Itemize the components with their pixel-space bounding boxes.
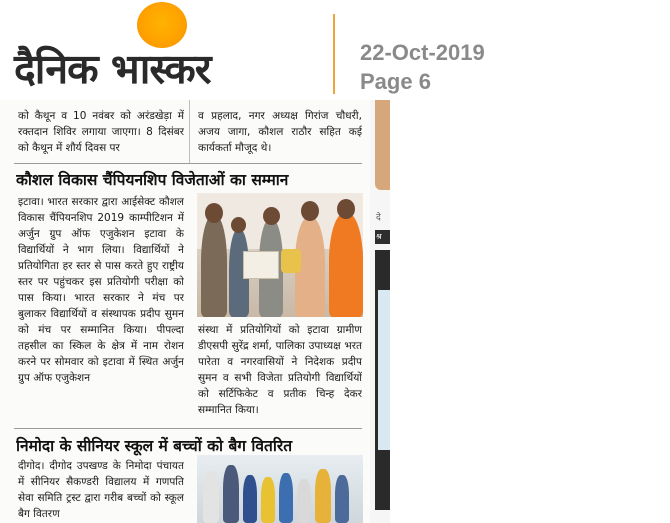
section-divider [14,428,362,429]
top-left-text: को कैथून व 10 नवंबर को अरंडखेड़ा में रक्तदान शिविर लगाया जाएगा। 8 दिसंबर को कैथून में शौर्य दिवस पर [18,110,184,154]
article1-left-text: इटावा। भारत सरकार द्वारा आईसेक्ट कौशल विकास चैंपियनशिप 2019 काम्पीटिशन में अर्जुन ग्रुप ऑफ एजुकेशन इटावा के विद्यार्थियों ने भाग लिया। विद्यार्थियों ने प्रतियोगिता हर स्तर से पास करते हुए राष्ट्रीय स्तर पर पहुंचकर इस प्रतियोगी परीक्षा को पास किया। भारत सरकार ने मंच पर बुलाकर विद्यार्थियों व संस्थापक प्रदीप सुमन को मंच पर सम्मानित किया। पीपल्दा तहसील का स्किल के क्षेत्र में नाम रोशन करने पर सोमवार को इटावा में स्थित अर्जुन ग्रुप ऑफ एजुकेशन [18,196,184,384]
page-number: Page 6 [360,69,431,94]
person-figure [223,465,239,523]
certificate [243,251,279,279]
person-figure [203,471,219,523]
person-head [205,203,223,223]
sun-logo-icon [137,2,187,48]
article1-right-text: संस्था में प्रतियोगियों को इटावा ग्रामीण डीएसपी सुरेंद्र शर्मा, पालिका उपाध्यक्ष भरत पारेता व नगरवासियों ने निदेशक प्रदीप सुमन व सभी विजेता प्रतियोगी विद्यार्थियों को सर्टिफिकेट व प्रतीक चिन्ह देकर सम्मानित किया। [198,324,362,416]
person-figure [279,473,293,523]
newspaper-logo: दैनिक भास्कर [14,45,211,93]
news-clipping [0,100,370,523]
person-figure [315,469,331,523]
edition-date: 22-Oct-2019 [360,40,485,65]
image-fragment [378,290,390,450]
text-fragment: दे [376,213,381,223]
person-figure [335,475,349,523]
article1-headline: कौशल विकास चैंपियनशिप विजेताओं का सम्मान [16,171,289,189]
bag-distribution-photo [197,455,363,523]
text-fragment: श्र [376,232,382,241]
trophy-icon [281,249,301,273]
person-figure [201,215,227,317]
article2-left-text: दीगोद। दीगोद उपखण्ड के निमोदा पंचायत में सीनियर सैकण्डरी विद्यालय में गणपति सेवा समिति ट्रस्ट द्वारा गरीब बच्चों को स्कूल बैग वितरण [18,460,184,520]
person-head [337,199,355,219]
masthead-divider [333,14,335,94]
person-figure [243,475,257,523]
top-right-text: व प्रहलाद, नगर अध्यक्ष गिरांज चौधरी, अजय जागा, कौशल राठौर सहित कई कार्यकर्ता मौजूद थे। [198,110,362,154]
award-ceremony-photo [197,193,363,317]
person-head [231,217,246,233]
section-divider [14,163,362,164]
column-divider [189,100,190,164]
article2-headline: निमोदा के सीनियर स्कूल में बच्चों को बैग वितरित [16,437,293,455]
person-figure [297,479,311,523]
person-head [263,207,280,225]
masthead [0,0,670,100]
image-fragment [375,100,390,190]
adjacent-column-fragment [370,100,390,523]
person-figure [261,477,275,523]
person-head [301,201,319,221]
person-figure [329,213,363,317]
